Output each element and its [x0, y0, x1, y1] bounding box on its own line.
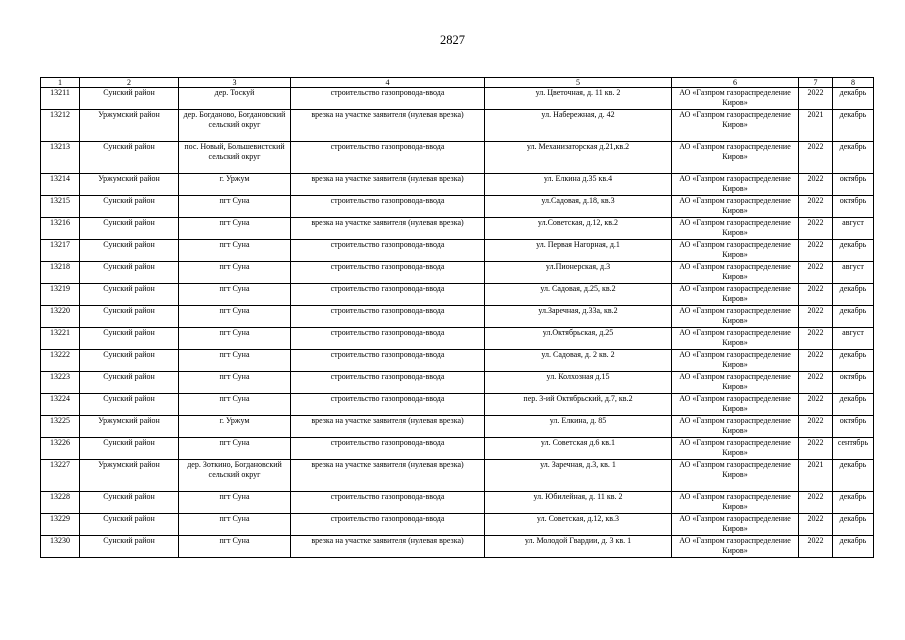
address-cell: ул. Заречная, д.3, кв. 1 [485, 460, 672, 492]
organization-cell: АО «Газпром газораспределение Киров» [672, 306, 799, 328]
address-cell: ул.Советская, д.12, кв.2 [485, 218, 672, 240]
district-cell: Сунский район [80, 394, 179, 416]
organization-cell: АО «Газпром газораспределение Киров» [672, 372, 799, 394]
address-cell: ул. Цветочная, д. 11 кв. 2 [485, 88, 672, 110]
record-number-cell: 13226 [41, 438, 80, 460]
table-row [41, 218, 874, 240]
year-cell: 2021 [799, 110, 833, 142]
district-cell: Сунский район [80, 492, 179, 514]
district-cell: Сунский район [80, 350, 179, 372]
year-cell: 2022 [799, 284, 833, 306]
settlement-cell: пгт Суна [179, 514, 291, 536]
year-cell: 2022 [799, 240, 833, 262]
district-cell: Сунский район [80, 372, 179, 394]
organization-cell: АО «Газпром газораспределение Киров» [672, 284, 799, 306]
month-cell: декабрь [833, 240, 874, 262]
address-cell: ул.Пионерская, д.3 [485, 262, 672, 284]
year-cell: 2022 [799, 394, 833, 416]
organization-cell: АО «Газпром газораспределение Киров» [672, 262, 799, 284]
settlement-cell: пгт Суна [179, 536, 291, 558]
record-number-cell: 13225 [41, 416, 80, 438]
work-type-cell: строительство газопровода-ввода [291, 284, 485, 306]
month-cell: сентябрь [833, 438, 874, 460]
month-cell: август [833, 218, 874, 240]
settlement-cell: пгт Суна [179, 284, 291, 306]
settlement-cell: пгт Суна [179, 240, 291, 262]
year-cell: 2022 [799, 262, 833, 284]
district-cell: Сунский район [80, 514, 179, 536]
table-row [41, 174, 874, 196]
record-number-cell: 13221 [41, 328, 80, 350]
record-number-cell: 13228 [41, 492, 80, 514]
month-cell: октябрь [833, 372, 874, 394]
settlement-cell: пгт Суна [179, 306, 291, 328]
year-cell: 2022 [799, 196, 833, 218]
column-number-row [41, 78, 874, 88]
record-number-cell: 13224 [41, 394, 80, 416]
column-header: 4 [291, 78, 485, 88]
year-cell: 2022 [799, 492, 833, 514]
settlement-cell: пгт Суна [179, 262, 291, 284]
work-type-cell: строительство газопровода-ввода [291, 328, 485, 350]
address-cell: ул.Октябрьская, д.25 [485, 328, 672, 350]
district-cell: Сунский район [80, 262, 179, 284]
year-cell: 2022 [799, 416, 833, 438]
month-cell: декабрь [833, 460, 874, 492]
work-type-cell: строительство газопровода-ввода [291, 240, 485, 262]
settlement-cell: пгт Суна [179, 328, 291, 350]
month-cell: декабрь [833, 110, 874, 142]
table-row [41, 514, 874, 536]
organization-cell: АО «Газпром газораспределение Киров» [672, 394, 799, 416]
year-cell: 2022 [799, 350, 833, 372]
column-header: 7 [799, 78, 833, 88]
year-cell: 2022 [799, 142, 833, 174]
record-number-cell: 13217 [41, 240, 80, 262]
address-cell: ул. Колхозная д.15 [485, 372, 672, 394]
organization-cell: АО «Газпром газораспределение Киров» [672, 240, 799, 262]
table-row [41, 284, 874, 306]
record-number-cell: 13223 [41, 372, 80, 394]
record-number-cell: 13216 [41, 218, 80, 240]
work-type-cell: строительство газопровода-ввода [291, 306, 485, 328]
settlement-cell: пгт Суна [179, 372, 291, 394]
work-type-cell: врезка на участке заявителя (нулевая врезка) [291, 460, 485, 492]
work-type-cell: строительство газопровода-ввода [291, 350, 485, 372]
work-type-cell: строительство газопровода-ввода [291, 196, 485, 218]
record-number-cell: 13230 [41, 536, 80, 558]
month-cell: декабрь [833, 394, 874, 416]
settlement-cell: дер. Богданово, Богдановский сельский округ [179, 110, 291, 142]
address-cell: ул. Молодой Гвардии, д. 3 кв. 1 [485, 536, 672, 558]
address-cell: ул. Садовая, д.25, кв.2 [485, 284, 672, 306]
work-type-cell: врезка на участке заявителя (нулевая врезка) [291, 536, 485, 558]
address-cell: ул. Механизаторская д.21,кв.2 [485, 142, 672, 174]
record-number-cell: 13229 [41, 514, 80, 536]
table-row [41, 306, 874, 328]
settlement-cell: дер. Зоткино, Богдановский сельский округ [179, 460, 291, 492]
organization-cell: АО «Газпром газораспределение Киров» [672, 536, 799, 558]
district-cell: Сунский район [80, 536, 179, 558]
table-row [41, 262, 874, 284]
table-body [41, 88, 874, 558]
settlement-cell: пгт Суна [179, 438, 291, 460]
organization-cell: АО «Газпром газораспределение Киров» [672, 514, 799, 536]
table-row [41, 460, 874, 492]
month-cell: декабрь [833, 492, 874, 514]
district-cell: Сунский район [80, 306, 179, 328]
address-cell: ул. Советская д.6 кв.1 [485, 438, 672, 460]
address-cell: ул. Юбилейная, д. 11 кв. 2 [485, 492, 672, 514]
record-number-cell: 13219 [41, 284, 80, 306]
column-header: 3 [179, 78, 291, 88]
organization-cell: АО «Газпром газораспределение Киров» [672, 460, 799, 492]
year-cell: 2022 [799, 306, 833, 328]
organization-cell: АО «Газпром газораспределение Киров» [672, 196, 799, 218]
table-row [41, 492, 874, 514]
district-cell: Уржумский район [80, 416, 179, 438]
month-cell: декабрь [833, 536, 874, 558]
work-type-cell: строительство газопровода-ввода [291, 262, 485, 284]
district-cell: Уржумский район [80, 110, 179, 142]
table-row [41, 142, 874, 174]
month-cell: август [833, 328, 874, 350]
month-cell: декабрь [833, 88, 874, 110]
record-number-cell: 13213 [41, 142, 80, 174]
settlement-cell: г. Уржум [179, 174, 291, 196]
month-cell: декабрь [833, 350, 874, 372]
table-row [41, 394, 874, 416]
district-cell: Уржумский район [80, 174, 179, 196]
year-cell: 2022 [799, 218, 833, 240]
work-type-cell: врезка на участке заявителя (нулевая врезка) [291, 218, 485, 240]
organization-cell: АО «Газпром газораспределение Киров» [672, 350, 799, 372]
settlement-cell: дер. Тоскуй [179, 88, 291, 110]
work-type-cell: врезка на участке заявителя (нулевая врезка) [291, 110, 485, 142]
column-header: 2 [80, 78, 179, 88]
work-type-cell: строительство газопровода-ввода [291, 438, 485, 460]
month-cell: октябрь [833, 416, 874, 438]
table-row [41, 88, 874, 110]
organization-cell: АО «Газпром газораспределение Киров» [672, 110, 799, 142]
year-cell: 2022 [799, 328, 833, 350]
district-cell: Сунский район [80, 88, 179, 110]
work-type-cell: строительство газопровода-ввода [291, 372, 485, 394]
address-cell: ул. Первая Нагорная, д.1 [485, 240, 672, 262]
record-number-cell: 13212 [41, 110, 80, 142]
district-cell: Сунский район [80, 196, 179, 218]
work-type-cell: строительство газопровода-ввода [291, 142, 485, 174]
organization-cell: АО «Газпром газораспределение Киров» [672, 438, 799, 460]
year-cell: 2022 [799, 88, 833, 110]
record-number-cell: 13222 [41, 350, 80, 372]
month-cell: октябрь [833, 174, 874, 196]
column-header: 5 [485, 78, 672, 88]
address-cell: ул. Елкина д.35 кв.4 [485, 174, 672, 196]
year-cell: 2022 [799, 174, 833, 196]
column-header: 1 [41, 78, 80, 88]
district-cell: Сунский район [80, 218, 179, 240]
work-type-cell: строительство газопровода-ввода [291, 394, 485, 416]
address-cell: ул. Елкина, д. 85 [485, 416, 672, 438]
registry-table [40, 77, 874, 558]
table-row [41, 110, 874, 142]
settlement-cell: пос. Новый, Большевистский сельский округ [179, 142, 291, 174]
district-cell: Сунский район [80, 328, 179, 350]
table-row [41, 350, 874, 372]
month-cell: август [833, 262, 874, 284]
settlement-cell: пгт Суна [179, 492, 291, 514]
year-cell: 2022 [799, 438, 833, 460]
table-row [41, 196, 874, 218]
month-cell: декабрь [833, 284, 874, 306]
table-row [41, 328, 874, 350]
month-cell: декабрь [833, 306, 874, 328]
month-cell: октябрь [833, 196, 874, 218]
organization-cell: АО «Газпром газораспределение Киров» [672, 142, 799, 174]
district-cell: Сунский район [80, 142, 179, 174]
work-type-cell: строительство газопровода-ввода [291, 492, 485, 514]
work-type-cell: врезка на участке заявителя (нулевая врезка) [291, 416, 485, 438]
organization-cell: АО «Газпром газораспределение Киров» [672, 174, 799, 196]
table-row [41, 240, 874, 262]
record-number-cell: 13211 [41, 88, 80, 110]
work-type-cell: строительство газопровода-ввода [291, 514, 485, 536]
record-number-cell: 13214 [41, 174, 80, 196]
month-cell: декабрь [833, 142, 874, 174]
address-cell: ул. Советская, д.12, кв.3 [485, 514, 672, 536]
table-row [41, 536, 874, 558]
address-cell: ул.Заречная, д.33а, кв.2 [485, 306, 672, 328]
record-number-cell: 13218 [41, 262, 80, 284]
year-cell: 2022 [799, 372, 833, 394]
table-row [41, 372, 874, 394]
record-number-cell: 13220 [41, 306, 80, 328]
table-row [41, 416, 874, 438]
year-cell: 2022 [799, 514, 833, 536]
district-cell: Сунский район [80, 240, 179, 262]
address-cell: ул.Садовая, д.18, кв.3 [485, 196, 672, 218]
work-type-cell: врезка на участке заявителя (нулевая врезка) [291, 174, 485, 196]
organization-cell: АО «Газпром газораспределение Киров» [672, 328, 799, 350]
settlement-cell: пгт Суна [179, 394, 291, 416]
table-row [41, 438, 874, 460]
year-cell: 2022 [799, 536, 833, 558]
district-cell: Сунский район [80, 284, 179, 306]
settlement-cell: г. Уржум [179, 416, 291, 438]
settlement-cell: пгт Суна [179, 218, 291, 240]
work-type-cell: строительство газопровода-ввода [291, 88, 485, 110]
address-cell: ул. Садовая, д. 2 кв. 2 [485, 350, 672, 372]
record-number-cell: 13227 [41, 460, 80, 492]
address-cell: пер. 3-ий Октябрьский, д.7, кв.2 [485, 394, 672, 416]
district-cell: Уржумский район [80, 460, 179, 492]
record-number-cell: 13215 [41, 196, 80, 218]
organization-cell: АО «Газпром газораспределение Киров» [672, 492, 799, 514]
page-number: 2827 [440, 33, 465, 47]
year-cell: 2021 [799, 460, 833, 492]
column-header: 6 [672, 78, 799, 88]
settlement-cell: пгт Суна [179, 196, 291, 218]
district-cell: Сунский район [80, 438, 179, 460]
address-cell: ул. Набережная, д. 42 [485, 110, 672, 142]
settlement-cell: пгт Суна [179, 350, 291, 372]
organization-cell: АО «Газпром газораспределение Киров» [672, 416, 799, 438]
month-cell: декабрь [833, 514, 874, 536]
column-header: 8 [833, 78, 874, 88]
organization-cell: АО «Газпром газораспределение Киров» [672, 218, 799, 240]
organization-cell: АО «Газпром газораспределение Киров» [672, 88, 799, 110]
